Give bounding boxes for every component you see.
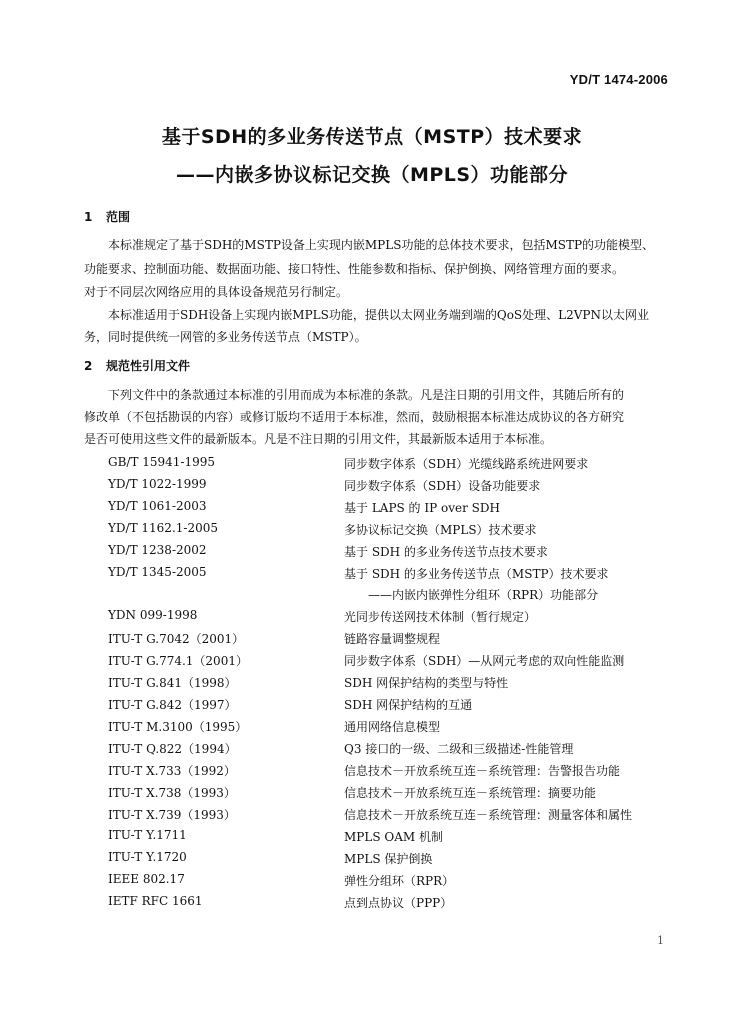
reference-title: ——内嵌内嵌弹性分组环（RPR）功能部分 <box>368 588 599 602</box>
reference-title: 通用网络信息模型 <box>344 720 441 734</box>
page-number: 1 <box>657 934 664 947</box>
paragraph-line: 务，同时提供统一网管的多业务传送节点（MSTP）。 <box>84 330 367 344</box>
reference-code: YD/T 1022-1999 <box>108 477 207 491</box>
reference-code: ITU-T G.841（1998） <box>108 676 237 690</box>
reference-title: 多协议标记交换（MPLS）技术要求 <box>344 523 537 537</box>
reference-code: ITU-T X.739（1993） <box>108 808 236 822</box>
paragraph-line: 下列文件中的条款通过本标准的引用而成为本标准的条款。凡是注日期的引用文件，其随后所有的 <box>108 388 625 402</box>
reference-title: 链路容量调整规程 <box>344 632 441 646</box>
reference-title: 同步数字体系（SDH）设备功能要求 <box>344 479 541 493</box>
reference-code: YDN 099-1998 <box>108 608 198 622</box>
paragraph-line: 本标准规定了基于SDH的MSTP设备上实现内嵌MPLS功能的总体技术要求，包括MSTP的功能模型、 <box>108 238 655 252</box>
paragraph-line: 是否可使用这些文件的最新版本。凡是不注日期的引用文件，其最新版本适用于本标准。 <box>84 432 553 446</box>
document-code: YD/T 1474-2006 <box>569 72 668 87</box>
reference-code: YD/T 1345-2005 <box>108 565 207 579</box>
reference-code: YD/T 1238-2002 <box>108 543 207 557</box>
paragraph-line: 修改单（不包括勘误的内容）或修订版均不适用于本标准，然而，鼓励根据本标准达成协议的各方研究 <box>84 410 625 424</box>
reference-title: 信息技术－开放系统互连－系统管理：摘要功能 <box>344 786 597 800</box>
paragraph-line: 功能要求、控制面功能、数据面功能、接口特性、性能参数和指标、保护倒换、网络管理方面的要求。 <box>84 262 625 276</box>
reference-title: MPLS OAM 机制 <box>344 830 443 844</box>
document-title-line1: 基于SDH的多业务传送节点（MSTP）技术要求 <box>161 126 583 148</box>
section-title: 范围 <box>106 210 131 224</box>
reference-code: ITU-T M.3100（1995） <box>108 720 248 734</box>
section-1-heading <box>84 208 130 225</box>
reference-title: 基于 LAPS 的 IP over SDH <box>344 501 500 515</box>
reference-title: 点到点协议（PPP） <box>344 896 453 910</box>
reference-code: ITU-T Y.1711 <box>108 828 187 842</box>
reference-code: IEEE 802.17 <box>108 872 185 886</box>
reference-code: ITU-T X.733（1992） <box>108 764 236 778</box>
reference-title: 基于 SDH 的多业务传送节点（MSTP）技术要求 <box>344 567 609 581</box>
reference-title: 弹性分组环（RPR） <box>344 874 455 888</box>
reference-title: 基于 SDH 的多业务传送节点技术要求 <box>344 545 548 559</box>
section-number: 1 <box>84 210 93 224</box>
reference-code: GB/T 15941-1995 <box>108 455 216 469</box>
reference-title: Q3 接口的一级、二级和三级描述-性能管理 <box>344 742 574 756</box>
reference-code: IETF RFC 1661 <box>108 894 203 908</box>
reference-code: ITU-T Q.822（1994） <box>108 742 237 756</box>
section-number: 2 <box>84 359 93 373</box>
paragraph-line: 本标准适用于SDH设备上实现内嵌MPLS功能，提供以太网业务端到端的QoS处理、L2VPN以太网业 <box>108 308 649 322</box>
reference-code: ITU-T G.842（1997） <box>108 698 237 712</box>
section-2-heading <box>84 357 190 374</box>
reference-title: MPLS 保护倒换 <box>344 852 433 866</box>
reference-code: YD/T 1061-2003 <box>108 499 207 513</box>
reference-code: YD/T 1162.1-2005 <box>108 521 218 535</box>
reference-title: SDH 网保护结构的互通 <box>344 698 473 712</box>
reference-title: SDH 网保护结构的类型与特性 <box>344 676 509 690</box>
reference-code: ITU-T X.738（1993） <box>108 786 236 800</box>
document-title-line2: ——内嵌多协议标记交换（MPLS）功能部分 <box>175 164 569 186</box>
reference-title: 信息技术－开放系统互连－系统管理：测量客体和属性 <box>344 808 633 822</box>
reference-title: 同步数字体系（SDH）—从网元考虑的双向性能监测 <box>344 654 625 668</box>
reference-code: ITU-T G.774.1（2001） <box>108 654 248 668</box>
reference-title: 光同步传送网技术体制（暂行规定） <box>344 610 537 624</box>
reference-title: 信息技术－开放系统互连－系统管理：告警报告功能 <box>344 764 621 778</box>
reference-title: 同步数字体系（SDH）光缆线路系统进网要求 <box>344 457 589 471</box>
reference-code: ITU-T G.7042（2001） <box>108 632 245 646</box>
reference-code: ITU-T Y.1720 <box>108 850 187 864</box>
paragraph-line: 对于不同层次网络应用的具体设备规范另行制定。 <box>84 285 349 299</box>
section-title: 规范性引用文件 <box>106 359 191 373</box>
